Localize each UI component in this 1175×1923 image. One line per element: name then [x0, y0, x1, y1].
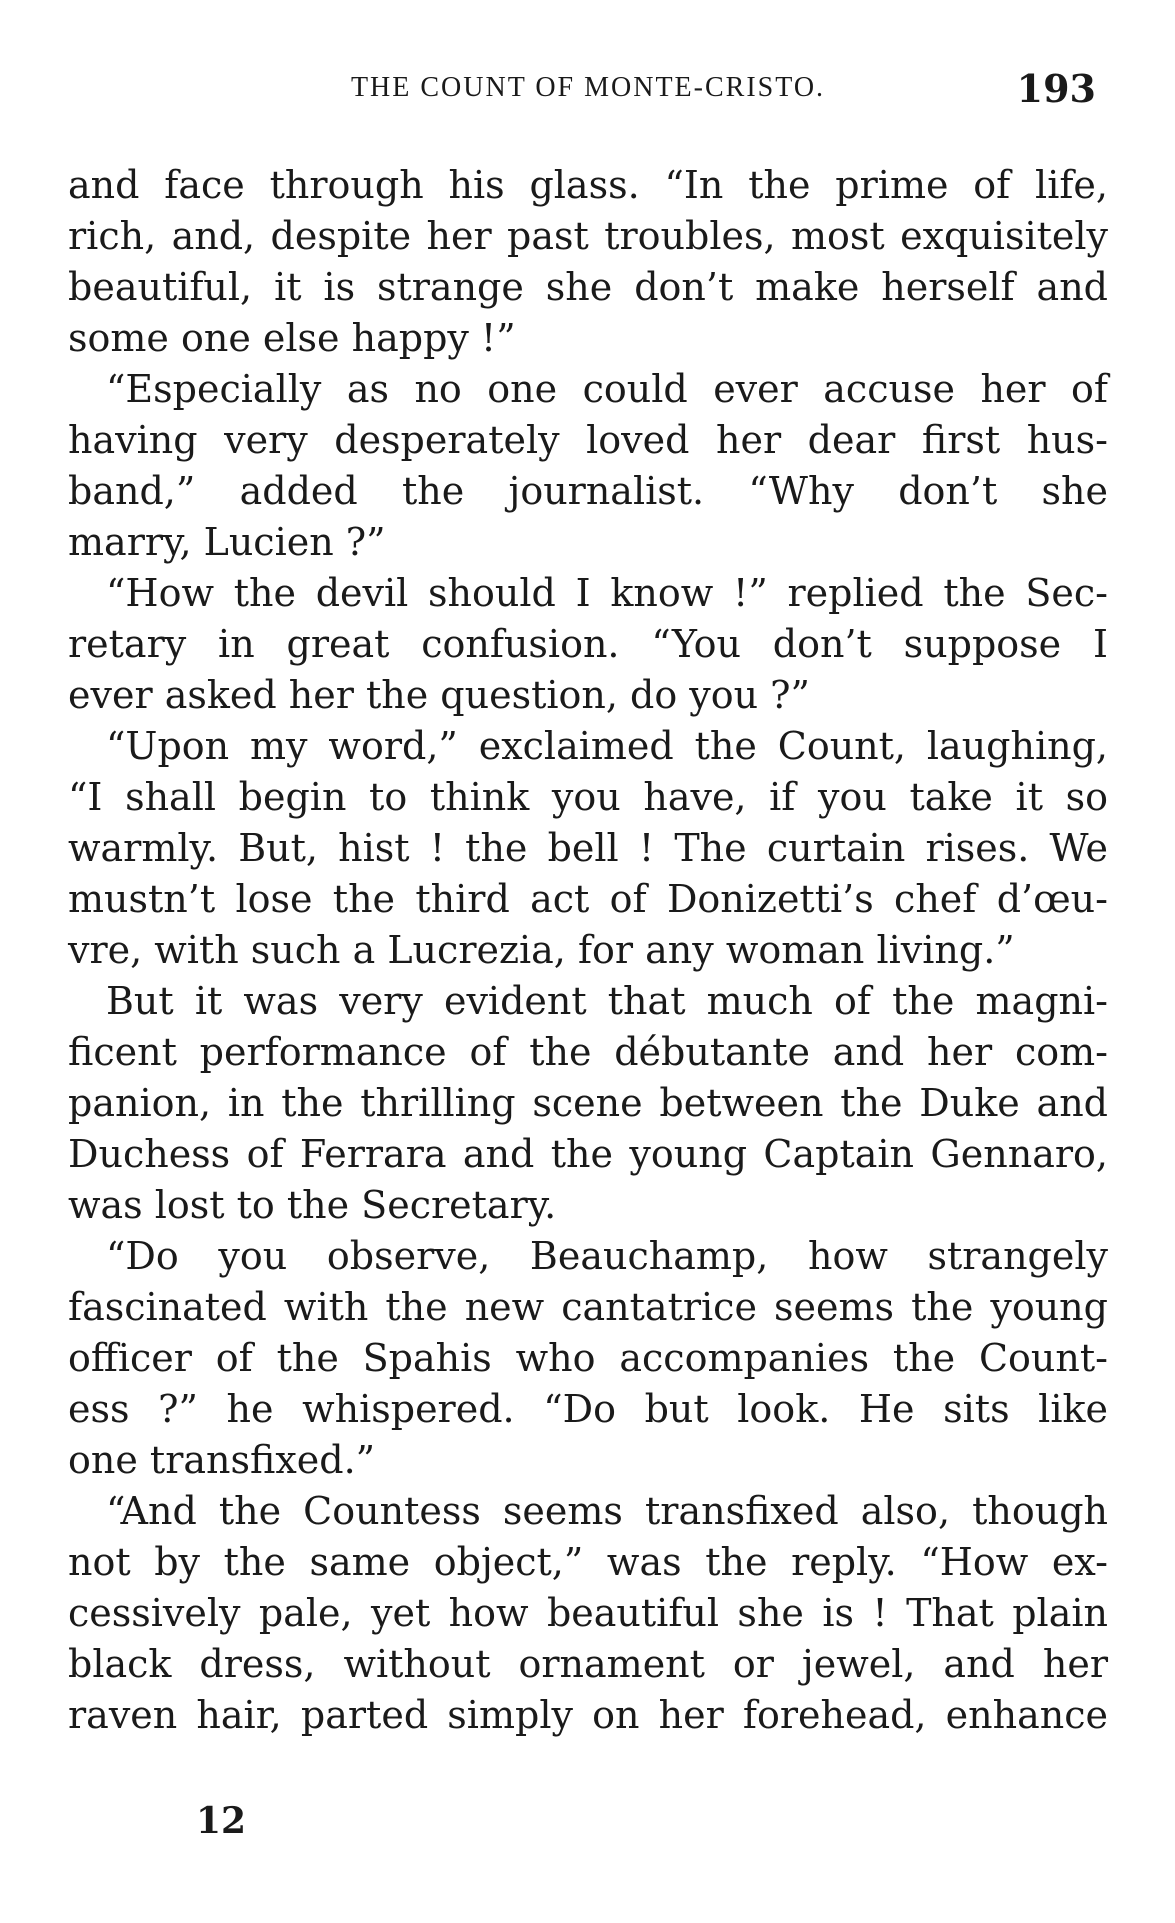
text-line: “Do you observe, Beauchamp, how strangely	[106, 1234, 1108, 1278]
text-line: ess ?” he whispered. “Do but look. He sits like	[68, 1387, 1108, 1431]
text-line: panion, in the thrilling scene between the Duke and	[68, 1081, 1108, 1125]
text-line: not by the same object,” was the reply. “How ex-	[68, 1540, 1108, 1584]
body-text	[68, 160, 1108, 1741]
text-line: “I shall begin to think you have, if you take it so	[68, 775, 1108, 819]
text-line: marry, Lucien ?”	[68, 520, 386, 564]
text-line: was lost to the Secretary.	[68, 1183, 557, 1227]
text-line: black dress, without ornament or jewel, and her	[68, 1642, 1108, 1686]
running-title: THE COUNT OF MONTE-CRISTO.	[350, 72, 826, 103]
text-line: and face through his glass. “In the prime of life,	[68, 163, 1108, 207]
running-head	[68, 66, 1108, 110]
text-line: ever asked her the question, do you ?”	[68, 673, 810, 717]
text-line: band,” added the journalist. “Why don’t she	[68, 469, 1108, 513]
text-line: having very desperately loved her dear first hus-	[68, 418, 1108, 462]
text-line: Duchess of Ferrara and the young Captain Gennaro,	[68, 1132, 1108, 1176]
text-line: some one else happy !”	[68, 316, 516, 360]
text-line: vre, with such a Lucrezia, for any woman living.”	[68, 928, 1015, 972]
text-line: “And the Countess seems transfixed also, though	[106, 1489, 1108, 1533]
text-line: “Especially as no one could ever accuse her of	[106, 367, 1108, 411]
text-line: beautiful, it is strange she don’t make herself and	[68, 265, 1108, 309]
text-line: raven hair, parted simply on her forehead, enhance	[68, 1693, 1108, 1737]
signature-mark: 12	[196, 1800, 247, 1842]
text-line: one transfixed.”	[68, 1438, 376, 1482]
text-line: cessively pale, yet how beautiful she is ! That plain	[68, 1591, 1108, 1635]
text-line: But it was very evident that much of the magni-	[106, 979, 1108, 1023]
page-number: 193	[1016, 66, 1096, 111]
text-line: mustn’t lose the third act of Donizetti’s chef d’œu-	[68, 877, 1108, 921]
text-line: warmly. But, hist ! the bell ! The curtain rises. We	[68, 826, 1108, 870]
text-line: retary in great confusion. “You don’t suppose I	[68, 622, 1108, 666]
text-line: fascinated with the new cantatrice seems the young	[68, 1285, 1108, 1329]
text-line: “How the devil should I know !” replied the Sec-	[106, 571, 1108, 615]
text-line: ficent performance of the débutante and her com-	[68, 1030, 1108, 1074]
text-line: officer of the Spahis who accompanies the Count-	[68, 1336, 1108, 1380]
text-line: “Upon my word,” exclaimed the Count, laughing,	[106, 724, 1108, 768]
text-line: rich, and, despite her past troubles, most exquisitely	[68, 214, 1108, 258]
